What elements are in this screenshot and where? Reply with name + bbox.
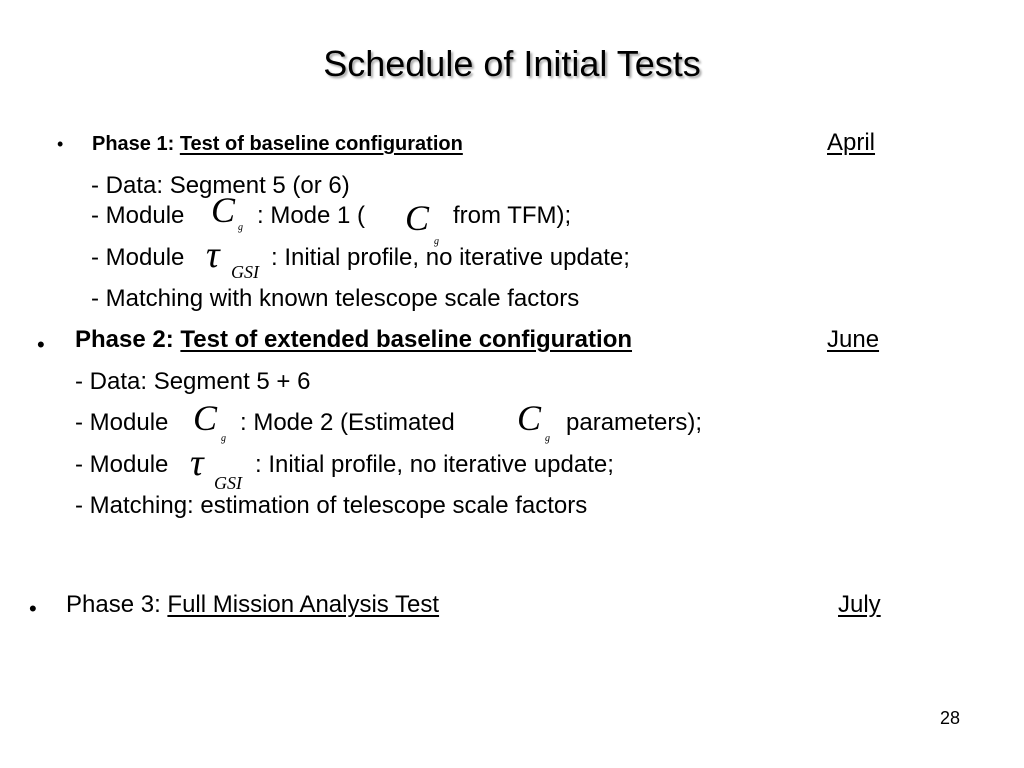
phase1-module-c-suffix: from TFM); (453, 202, 572, 229)
phase2-module-c-prefix: - Module (75, 409, 169, 436)
phase3-heading (66, 590, 439, 620)
phase2-module-tau-prefix: - Module (75, 451, 169, 478)
phase1-module-tau-suffix: : Initial profile, no iterative update; (271, 244, 630, 271)
phase3-month: July (838, 591, 881, 618)
phase2-heading (75, 325, 632, 355)
phase2-matching-line: - Matching: estimation of telescope scale factors (75, 492, 588, 519)
c-symbol-icon: C (405, 198, 430, 238)
phase2-module-tau-suffix: : Initial profile, no iterative update; (255, 451, 614, 478)
phase1-name: Test of baseline configuration (179, 133, 463, 155)
phase2-name: Test of extended baseline configuration (180, 326, 633, 353)
phase1-bullet: • (57, 134, 64, 154)
phase3-name: Full Mission Analysis Test (167, 591, 440, 618)
phase1-heading (92, 131, 463, 157)
phase1-module-tau-prefix: - Module (91, 244, 185, 271)
gsi-subscript-icon: GSI (231, 262, 259, 282)
phase1-matching-line: - Matching with known telescope scale factors (91, 285, 580, 312)
c-symbol-icon: C (211, 190, 236, 230)
phase1-month: April (827, 129, 876, 156)
phase1-module-c-mid: : Mode 1 ( (257, 202, 366, 229)
phase2-month: June (827, 326, 880, 353)
phase1-module-c-prefix: - Module (91, 202, 185, 229)
g-subscript-icon: g (434, 236, 439, 247)
phase3-label: Phase 3: (66, 591, 161, 618)
g-subscript-icon: g (545, 433, 550, 444)
phase3-bullet: • (29, 596, 37, 621)
phase1-label: Phase 1: (92, 133, 175, 155)
phase2-bullet: • (37, 332, 45, 357)
phase2-data-line: - Data: Segment 5 + 6 (75, 368, 311, 395)
phase1-data-line: - Data: Segment 5 (or 6) (91, 172, 350, 199)
phase2-module-c-mid: : Mode 2 (Estimated (240, 409, 455, 436)
page-number: 28 (940, 708, 961, 728)
gsi-subscript-icon: GSI (214, 473, 242, 493)
slide-title: Schedule of Initial Tests (323, 43, 701, 84)
c-symbol-icon: C (517, 398, 542, 438)
tau-symbol-icon: τ (190, 442, 204, 484)
g-subscript-icon: g (238, 222, 243, 233)
c-symbol-icon: C (193, 398, 218, 438)
phase2-label: Phase 2: (75, 326, 174, 353)
g-subscript-icon: g (221, 433, 226, 444)
phase2-module-c-suffix: parameters); (566, 409, 703, 436)
tau-symbol-icon: τ (206, 234, 220, 276)
